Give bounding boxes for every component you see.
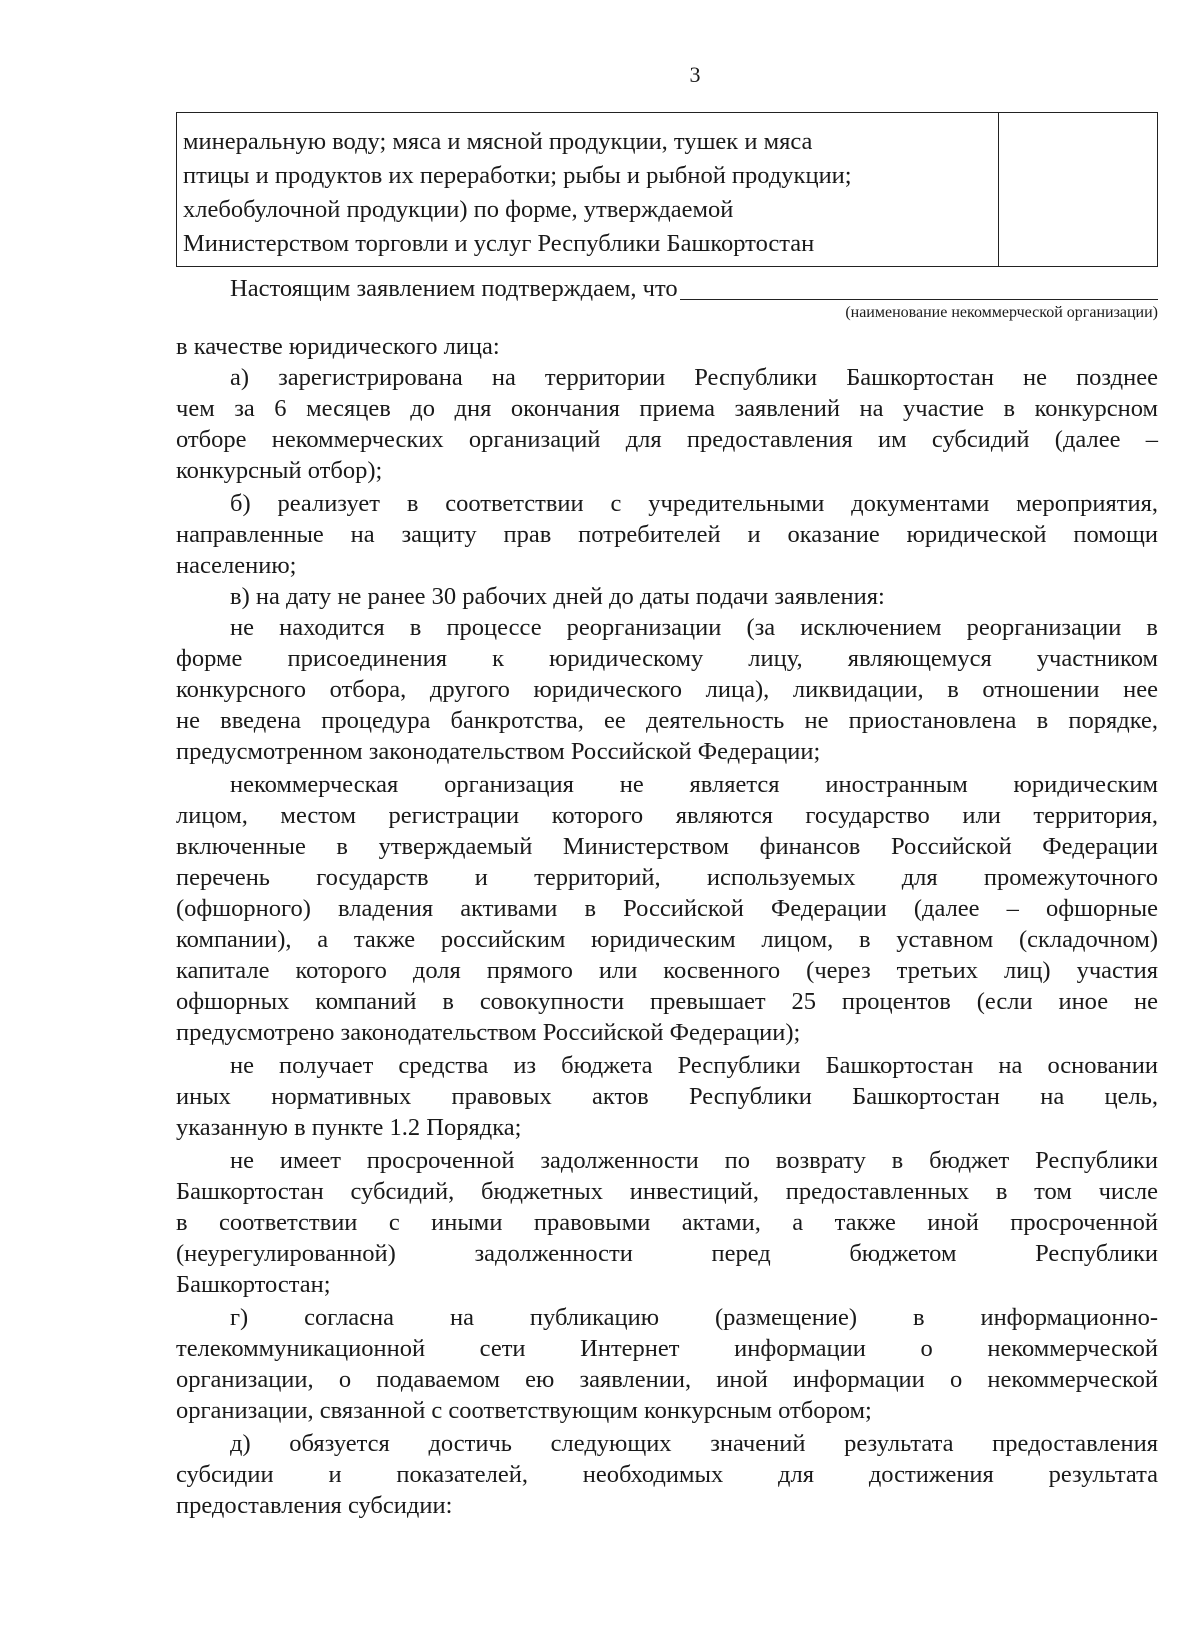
body-line: не имеет просроченной задолженности по возврату в бюджет Республики <box>230 1147 1158 1174</box>
confirm-statement <box>230 274 1158 304</box>
body-line: телекоммуникационной сети Интернет информации о некоммерческой <box>176 1335 1158 1362</box>
organization-name-blank <box>680 274 1158 300</box>
body-line: в) на дату не ранее 30 рабочих дней до даты подачи заявления: <box>230 583 885 610</box>
body-line: Башкортостан субсидий, бюджетных инвестиций, предоставленных в том числе <box>176 1178 1158 1205</box>
body-line: форме присоединения к юридическому лицу, являющемуся участником <box>176 645 1158 672</box>
body-line: некоммерческая организация не является иностранным юридическим <box>230 771 1158 798</box>
body-line: предусмотрено законодательством Российской Федерации); <box>176 1019 801 1046</box>
body-line: а) зарегистрирована на территории Республики Башкортостан не позднее <box>230 364 1158 391</box>
page-number: 3 <box>689 62 701 87</box>
body-line: конкурсного отбора, другого юридического лица), ликвидации, в отношении нее <box>176 676 1158 703</box>
organization-name-caption: (наименование некоммерческой организации) <box>845 304 1158 321</box>
body-line: в соответствии с иными правовыми актами, а также иной просроченной <box>176 1209 1158 1236</box>
body-line: субсидии и показателей, необходимых для достижения результата <box>176 1461 1158 1488</box>
body-line: (офшорного) владения активами в Российской Федерации (далее – офшорные <box>176 895 1158 922</box>
table-empty-cell <box>999 113 1157 266</box>
body-line: офшорных компаний в совокупности превышает 25 процентов (если иное не <box>176 988 1158 1015</box>
body-line: перечень государств и территорий, используемых для промежуточного <box>176 864 1158 891</box>
table-line: птицы и продуктов их переработки; рыбы и рыбной продукции; <box>183 162 852 189</box>
body-line: не получает средства из бюджета Республики Башкортостан на основании <box>230 1052 1158 1079</box>
body-line: населению; <box>176 552 297 579</box>
body-line: г) согласна на публикацию (размещение) в информационно- <box>230 1304 1158 1331</box>
body-line: организации, о подаваемом ею заявлении, иной информации о некоммерческой <box>176 1366 1158 1393</box>
body-line: указанную в пункте 1.2 Порядка; <box>176 1114 522 1141</box>
body-line: не введена процедура банкротства, ее деятельность не приостановлена в порядке, <box>176 707 1158 734</box>
body-line: компании), а также российским юридическим лицом, в уставном (складочном) <box>176 926 1158 953</box>
confirm-text: Настоящим заявлением подтверждаем, что <box>230 275 678 302</box>
body-line: направленные на защиту прав потребителей и оказание юридической помощи <box>176 521 1158 548</box>
body-line: (неурегулированной) задолженности перед бюджетом Республики <box>176 1240 1158 1267</box>
body-line: конкурсный отбор); <box>176 457 383 484</box>
continuation-table <box>176 112 1158 267</box>
body-line: предоставления субсидии: <box>176 1492 453 1519</box>
body-line: чем за 6 месяцев до дня окончания приема заявлений на участие в конкурсном <box>176 395 1158 422</box>
body-line: не находится в процессе реорганизации (за исключением реорганизации в <box>230 614 1158 641</box>
table-line: Министерством торговли и услуг Республики Башкортостан <box>183 230 815 257</box>
body-line: Башкортостан; <box>176 1271 331 1298</box>
body-line: капитале которого доля прямого или косвенного (через третьих лиц) участия <box>176 957 1158 984</box>
body-line: б) реализует в соответствии с учредительными документами мероприятия, <box>230 490 1158 517</box>
body-line: организации, связанной с соответствующим конкурсным отбором; <box>176 1397 872 1424</box>
body-line: лицом, местом регистрации которого являются государство или территория, <box>176 802 1158 829</box>
table-line: хлебобулочной продукции) по форме, утверждаемой <box>183 196 734 223</box>
body-line: отборе некоммерческих организаций для предоставления им субсидий (далее – <box>176 426 1158 453</box>
body-line: предусмотренном законодательством Российской Федерации; <box>176 738 821 765</box>
table-text-cell <box>177 113 999 266</box>
body-line: д) обязуется достичь следующих значений результата предоставления <box>230 1430 1158 1457</box>
body-line: в качестве юридического лица: <box>176 333 500 360</box>
table-line: минеральную воду; мяса и мясной продукции, тушек и мяса <box>183 128 813 155</box>
body-line: иных нормативных правовых актов Республики Башкортостан на цель, <box>176 1083 1158 1110</box>
body-line: включенные в утверждаемый Министерством финансов Российской Федерации <box>176 833 1158 860</box>
